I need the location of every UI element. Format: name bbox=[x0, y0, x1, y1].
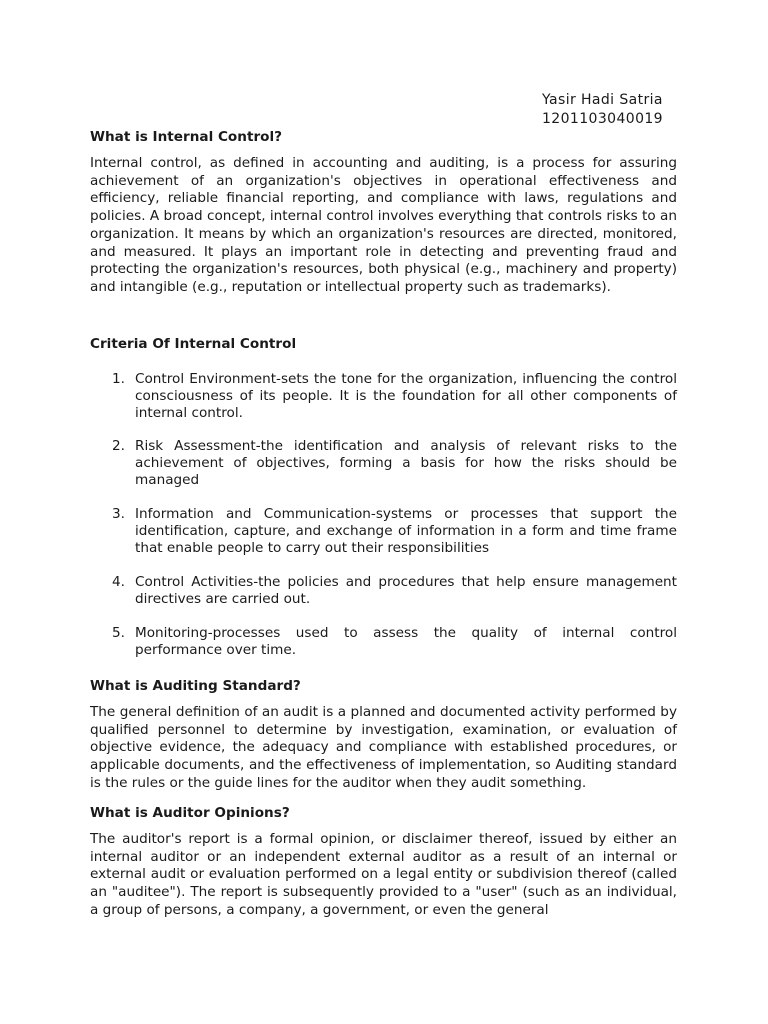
paragraph-internal-control: Internal control, as defined in accounting and auditing, is a process for assuring achievement of an organization's objectives in operational effectiveness and efficiency, reliable financial reporting, and compliance with laws, regulations and policies. A broad concept, internal control involves everything that controls risks to an organization. It means by which an organization's resources are directed, monitored, and measured. It plays an important role in detecting and preventing fraud and protecting the organization's resources, both physical (e.g., machinery and property) and intangible (e.g., reputation or intellectual property such as trademarks). bbox=[90, 155, 677, 295]
list-item-number: 2. bbox=[112, 438, 125, 454]
list-item-text: Information and Communication-systems or processes that support the identification, capture, and exchange of information in a form and time frame that enable people to carry out their responsibilities bbox=[135, 506, 677, 557]
section-heading-auditor-opinions: What is Auditor Opinions? bbox=[90, 805, 290, 821]
author-name: Yasir Hadi Satria bbox=[542, 92, 663, 108]
author-id: 1201103040019 bbox=[542, 111, 663, 127]
section-heading-auditing-standard: What is Auditing Standard? bbox=[90, 678, 301, 694]
list-item-number: 3. bbox=[112, 506, 125, 522]
list-item-text: Monitoring-processes used to assess the quality of internal control performance over time. bbox=[135, 625, 677, 659]
list-item-text: Risk Assessment-the identification and analysis of relevant risks to the achievement of objectives, forming a basis for how the risks should be managed bbox=[135, 438, 677, 489]
list-item-text: Control Environment-sets the tone for the organization, influencing the control consciousness of its people. It is the foundation for all other components of internal control. bbox=[135, 371, 677, 422]
author-block bbox=[542, 91, 663, 129]
list-item-number: 4. bbox=[112, 574, 125, 590]
list-item bbox=[90, 506, 677, 558]
list-item bbox=[90, 625, 677, 659]
paragraph-auditor-opinions: The auditor's report is a formal opinion, or disclaimer thereof, issued by either an internal auditor or an independent external auditor as a result of an internal or external audit or evaluation performed on a legal entity or subdivision thereof (called an "auditee"). The report is subsequently provided to a "user" (such as an individual, a group of persons, a company, a government, or even the general bbox=[90, 831, 677, 918]
list-item bbox=[90, 438, 677, 490]
section-heading-criteria: Criteria Of Internal Control bbox=[90, 336, 297, 352]
list-item-number: 1. bbox=[112, 371, 125, 387]
list-item bbox=[90, 371, 677, 423]
list-item-text: Control Activities-the policies and procedures that help ensure management directives are carried out. bbox=[135, 574, 677, 608]
list-item bbox=[90, 574, 677, 608]
paragraph-auditing-standard: The general definition of an audit is a planned and documented activity performed by qualified personnel to determine by investigation, examination, or evaluation of objective evidence, the adequacy and compliance with established procedures, or applicable documents, and the effectiveness of implementation, so Auditing standard is the rules or the guide lines for the auditor when they audit something. bbox=[90, 704, 677, 791]
section-heading-internal-control: What is Internal Control? bbox=[90, 129, 283, 145]
list-item-number: 5. bbox=[112, 625, 125, 641]
